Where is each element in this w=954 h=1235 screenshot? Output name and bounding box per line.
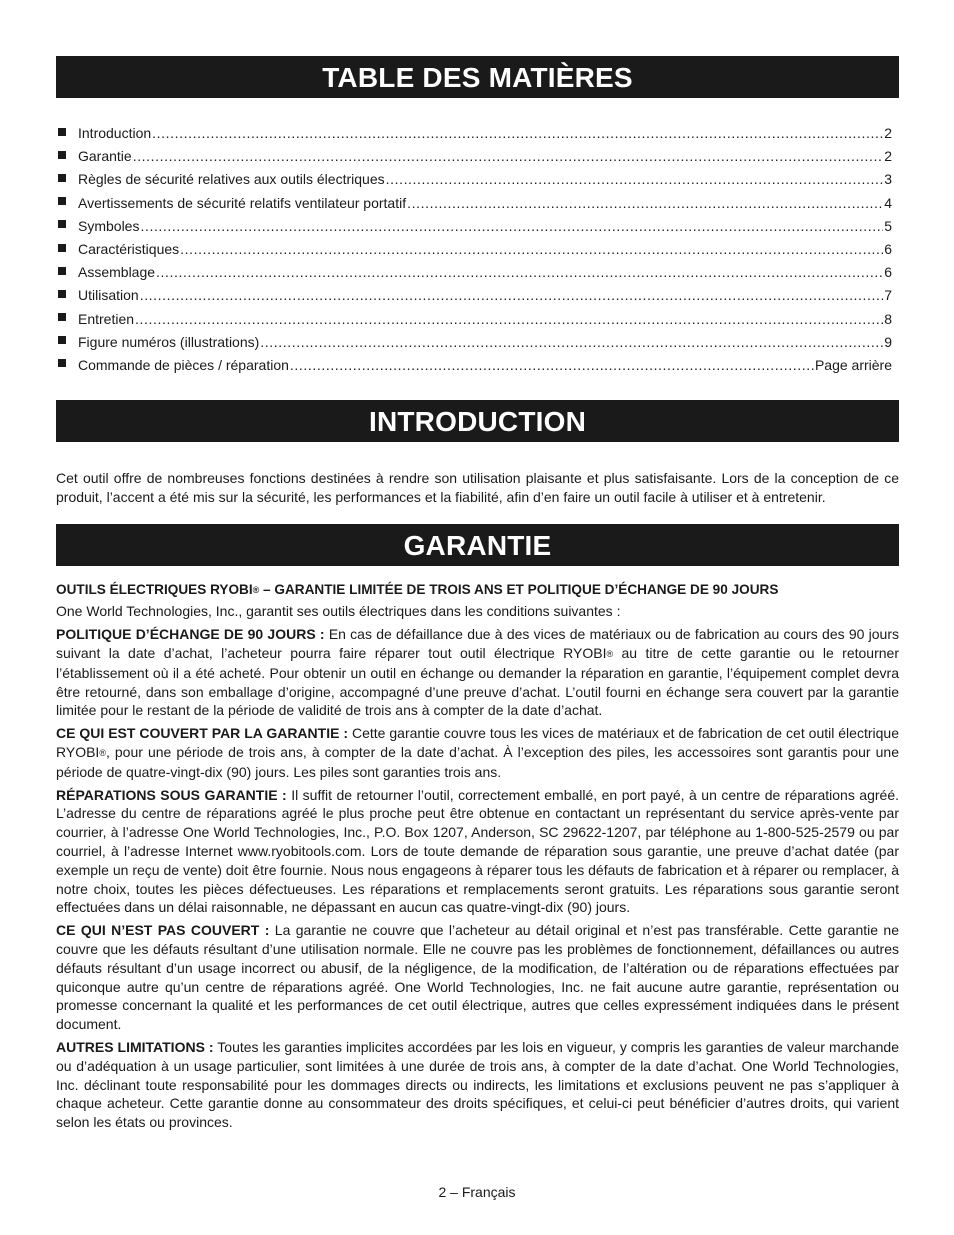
toc-entry-title: Règles de sécurité relatives aux outils électriques	[78, 171, 385, 188]
square-bullet-icon	[58, 359, 66, 367]
dot-leader	[140, 284, 884, 307]
toc-entry-title: Utilisation	[78, 287, 139, 304]
toc-entry[interactable]	[56, 354, 899, 377]
toc-entry-page: 2	[884, 148, 892, 165]
toc-list	[56, 122, 899, 377]
dot-leader	[386, 168, 884, 191]
square-bullet-icon	[58, 128, 66, 136]
square-bullet-icon	[58, 220, 66, 228]
exchange-policy-label: POLITIQUE D’ÉCHANGE DE 90 JOURS :	[56, 626, 325, 643]
other-limitations-text: Toutes les garanties implicites accordées par les lois en vigueur, y compris les garanties de valeur marchande ou d’adéquation à un usage particulier, sont limitées à une durée de trois ans, à compter de la date d’achat. One World Technologies, Inc. déclinant toute responsabilité pour les dommages directs ou indirects, les limitations et exclusions peuvent ne pas s’appliquer à chaque acheteur. Cette garantie donne au consommateur des droits spécifiques, et celui-ci peut bénéficier d’autres droits, qui varient selon les états ou provinces.	[56, 1038, 899, 1131]
toc-entry-title: Figure numéros (illustrations)	[78, 333, 260, 350]
not-covered-paragraph	[56, 921, 899, 1034]
toc-entry[interactable]	[56, 122, 899, 145]
registered-mark: ®	[99, 748, 106, 759]
toc-entry-page: 7	[884, 287, 892, 304]
warranty-repairs-text: Il suffit de retourner l’outil, correctement emballé, en port payé, à un centre de réparations agréé. L’adresse du centre de réparations agréé le plus proche peut être obtenue en contactant un représentant du service après-vente par courrier, à l’adresse One World Technologies, Inc., P.O. Box 1207, Anderson, SC 29622-1207, par téléphone au 1-800-525-2579 ou par courriel, à l’adresse Internet www.ryobitools.com. Lors de toute demande de réparation sous garantie, une preuve d’achat datée (par exemple un reçu de vente) doit être fournie. Nous nous engageons à réparer tous les défauts de fabrication et à réparer ou remplacer, à notre choix, toutes les pièces défectueuses. Les réparations et remplacements seront gratuits. Les réparations sous garantie seront effectuées dans un délai raisonnable, ne dépassant en aucun cas quatre-vingt-dix (90) jours.	[56, 786, 900, 916]
toc-entry-title: Symboles	[78, 217, 140, 234]
garantie-subtitle-rest: – GARANTIE LIMITÉE DE TROIS ANS ET POLITIQUE D’ÉCHANGE DE 90 JOURS	[259, 581, 779, 597]
toc-entry[interactable]	[56, 308, 899, 331]
exchange-policy-paragraph	[56, 625, 899, 720]
exchange-policy-text-a: En cas de défaillance due à des vices de matériaux ou de fabrication au cours des 90 jours suivant la date d’achat, l’acheteur pourra faire réparer tout outil électrique RYOBI	[56, 626, 899, 662]
toc-entry-page: 6	[884, 264, 892, 281]
toc-entry-page: Page arrière	[814, 356, 892, 373]
toc-entry-page: 2	[884, 125, 892, 141]
dot-leader	[156, 261, 883, 284]
toc-entry[interactable]	[56, 261, 899, 284]
toc-entry-page: 8	[884, 310, 892, 327]
coverage-label: CE QUI EST COUVERT PAR LA GARANTIE :	[56, 725, 349, 742]
toc-entry-page: 5	[884, 217, 892, 234]
square-bullet-icon	[58, 290, 66, 298]
garantie-heading: GARANTIE	[56, 524, 899, 566]
introduction-text: Cet outil offre de nombreuses fonctions destinées à rendre son utilisation plaisante et plus satisfaisante. Lors de la conception de ce produit, l’accent a été mis sur la sécurité, les performances et la fiabilité, afin d’en faire un outil facile à utiliser et à entretenir.	[56, 470, 899, 505]
toc-entry-title: Commande de pièces / réparation	[78, 356, 289, 373]
dot-leader	[407, 192, 883, 215]
toc-entry-title: Avertissements de sécurité relatifs ventilateur portatif	[78, 194, 407, 211]
toc-entry[interactable]	[56, 215, 899, 238]
toc-entry[interactable]	[56, 284, 899, 307]
toc-entry-title: Entretien	[78, 310, 135, 327]
square-bullet-icon	[58, 151, 66, 159]
toc-entry-title: Caractéristiques	[78, 240, 180, 257]
dot-leader	[260, 331, 883, 354]
registered-mark: ®	[606, 649, 614, 660]
toc-entry-title: Introduction	[78, 125, 152, 141]
toc-entry-title: Garantie	[78, 148, 132, 165]
toc-entry-page: 6	[884, 240, 892, 257]
dot-leader	[140, 215, 883, 238]
coverage-text-b: , pour une période de trois ans, à compter de la date d’achat. À l’exception des piles, les accessoires sont garantis pour une période de quatre-vingt-dix (90) jours. Les piles sont garanties trois ans.	[56, 744, 899, 780]
coverage-text-a: Cette garantie couvre tous les vices de matériaux et de fabrication de cet outil électrique RYOBI	[56, 725, 899, 761]
toc-entry[interactable]	[56, 192, 899, 215]
dot-leader	[290, 354, 814, 377]
dot-leader	[133, 145, 884, 168]
toc-heading: TABLE DES MATIÈRES	[56, 56, 899, 98]
not-covered-text: La garantie ne couvre que l’acheteur au détail original et n’est pas transférable. Cette garantie ne couvre que les défauts résultant d’une utilisation normale. Elle ne couvre pas les problèmes de fonctionnement, défaillances ou autres défauts résultant d’un usage incorrect ou abusif, de la négligence, de la modification, de l’altération ou de réparations effectuées par quiconque autre qu’un centre de réparations agréé. One World Technologies, Inc. ne fait aucune autre garantie, représentation ou promesse concernant la qualité et les performances de cet outil électrique, autres que celles expressément indiquées dans le présent document.	[56, 922, 900, 1033]
square-bullet-icon	[58, 174, 66, 182]
page-content	[56, 56, 899, 1132]
square-bullet-icon	[58, 244, 66, 252]
coverage-paragraph	[56, 724, 899, 781]
toc-entry-page: 3	[884, 171, 892, 188]
square-bullet-icon	[58, 267, 66, 275]
toc-entry-page: 4	[884, 194, 892, 211]
exchange-policy-text-b: au titre de cette garantie ou le retourner l’établissement où il a été acheté. Pour obtenir un outil en échange ou demander la réparation en garantie, l’équipement complet devra être retourné, dans son emballage d’origine, accompagné d’une preuve d’achat. L’outil fourni en échange sera couvert par la garantie limitée pour le restant de la période de validité de trois ans à compter de la date d’achat.	[56, 645, 899, 719]
toc-entry[interactable]	[56, 168, 899, 191]
toc-entry-page: 9	[884, 333, 892, 350]
dot-leader	[180, 238, 883, 261]
square-bullet-icon	[58, 336, 66, 344]
registered-mark: ®	[252, 584, 260, 595]
toc-entry[interactable]	[56, 145, 899, 168]
square-bullet-icon	[58, 197, 66, 205]
introduction-heading: INTRODUCTION	[56, 400, 899, 442]
toc-entry[interactable]	[56, 331, 899, 354]
warranty-repairs-paragraph	[56, 786, 899, 918]
garantie-intro: One World Technologies, Inc., garantit ses outils électriques dans les conditions suivantes :	[56, 603, 621, 620]
toc-entry[interactable]	[56, 238, 899, 261]
dot-leader	[135, 308, 883, 331]
other-limitations-label: AUTRES LIMITATIONS :	[56, 1038, 214, 1055]
dot-leader	[152, 122, 883, 145]
garantie-subtitle	[56, 581, 899, 600]
warranty-repairs-label: RÉPARATIONS SOUS GARANTIE :	[56, 786, 287, 803]
not-covered-label: CE QUI N’EST PAS COUVERT :	[56, 922, 270, 939]
square-bullet-icon	[58, 313, 66, 321]
other-limitations-paragraph	[56, 1038, 899, 1132]
toc-entry-title: Assemblage	[78, 264, 156, 281]
page-footer: 2 – Français	[438, 1184, 516, 1200]
garantie-subtitle-brand: OUTILS ÉLECTRIQUES RYOBI	[56, 581, 253, 597]
